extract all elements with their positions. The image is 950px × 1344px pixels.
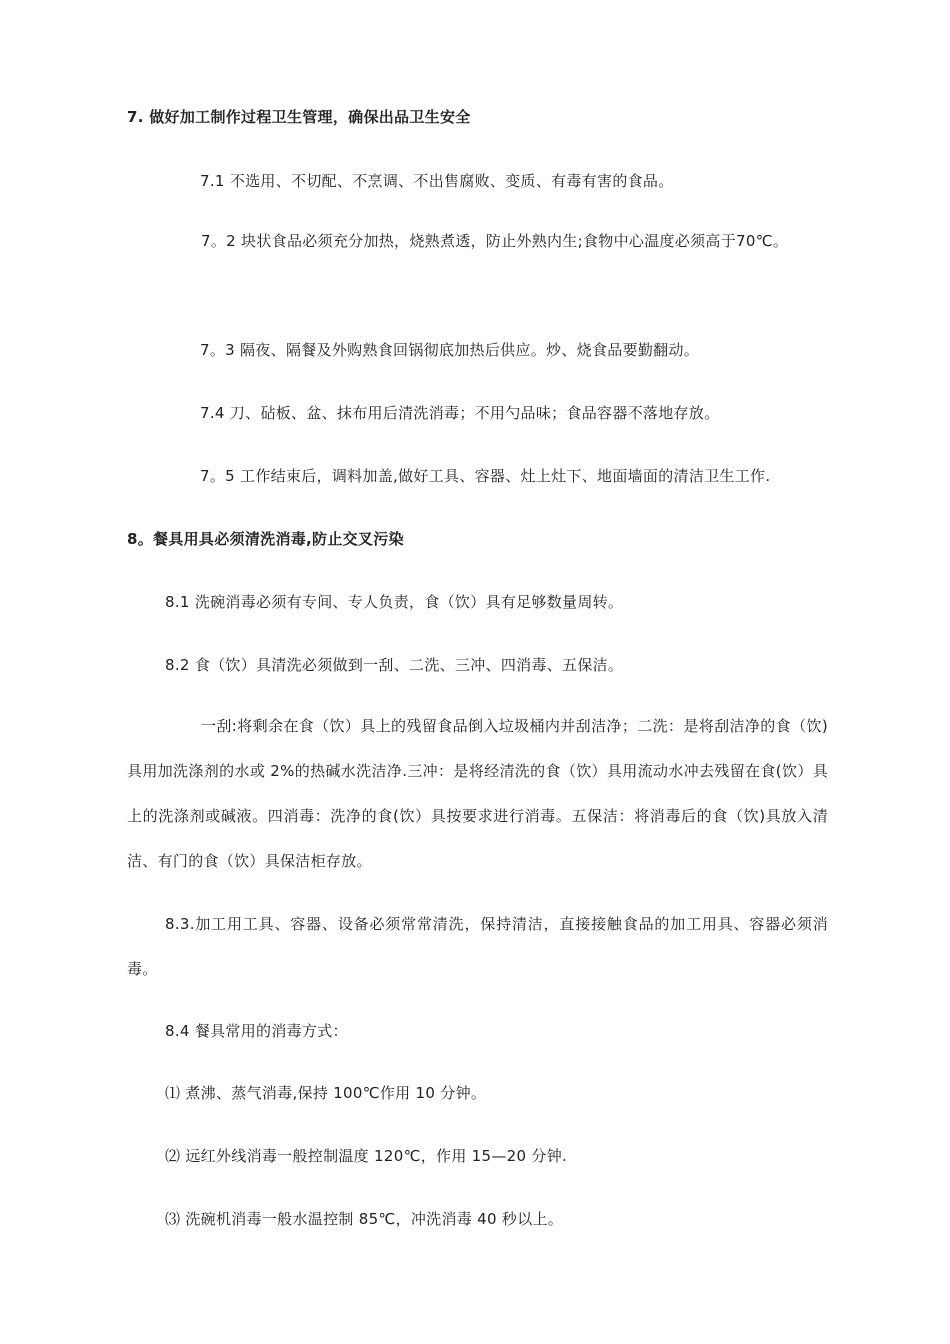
- item-8-4-3: ⑶ 洗碗机消毒一般水温控制 85℃，冲洗消毒 40 秒以上。: [165, 1210, 564, 1228]
- item-8-4-1: ⑴ 煮沸、蒸气消毒,保持 100℃作用 10 分钟。: [165, 1084, 487, 1102]
- item-7-1: 7.1 不选用、不切配、不烹调、不出售腐败、变质、有毒有害的食品。: [200, 172, 674, 190]
- item-8-1: 8.1 洗碗消毒必须有专间、专人负责，食（饮）具有足够数量周转。: [165, 593, 624, 611]
- item-7-3: 7。3 隔夜、隔餐及外购熟食回锅彻底加热后供应。炒、烧食品要勤翻动。: [200, 341, 700, 359]
- section-7-heading: 7. 做好加工制作过程卫生管理，确保出品卫生安全: [127, 108, 471, 126]
- item-8-4: 8.4 餐具常用的消毒方式：: [165, 1022, 348, 1040]
- item-8-2-detail: 一刮:将剩余在食（饮）具上的残留食品倒入垃圾桶内并刮洁净；二洗：是将刮洁净的食（饮)具用加洗涤剂的水或 2%的热碱水洗洁净.三冲：是将经清洗的食（饮）具用流动水冲去残留在食(饮）具上的洗涤剂或碱液。四消毒：洗净的食(饮）具按要求进行消毒。五保洁：将消毒后的食（饮)具放入清洁、有门的食（饮）具保洁柜存放。: [127, 717, 828, 870]
- item-7-2: 7。2 块状食品必须充分加热，烧熟煮透，防止外熟内生;食物中心温度必须高于70℃。: [201, 232, 789, 250]
- item-8-3: 8.3.加工用工具、容器、设备必须常常清洗，保持清洁，直接接触食品的加工用具、容器必须消毒。: [127, 915, 828, 978]
- section-8-heading: 8。餐具用具必须清洗消毒,防止交叉污染: [127, 530, 404, 548]
- item-8-4-2: ⑵ 远红外线消毒一般控制温度 120℃，作用 15—20 分钟.: [165, 1147, 568, 1165]
- item-8-2: 8.2 食（饮）具清洗必须做到一刮、二洗、三冲、四消毒、五保洁。: [165, 656, 624, 674]
- item-7-4: 7.4 刀、砧板、盆、抹布用后清洗消毒；不用勺品味；食品容器不落地存放。: [200, 404, 720, 422]
- item-7-5: 7。5 工作结束后，调料加盖,做好工具、容器、灶上灶下、地面墙面的清洁卫生工作.: [200, 467, 771, 485]
